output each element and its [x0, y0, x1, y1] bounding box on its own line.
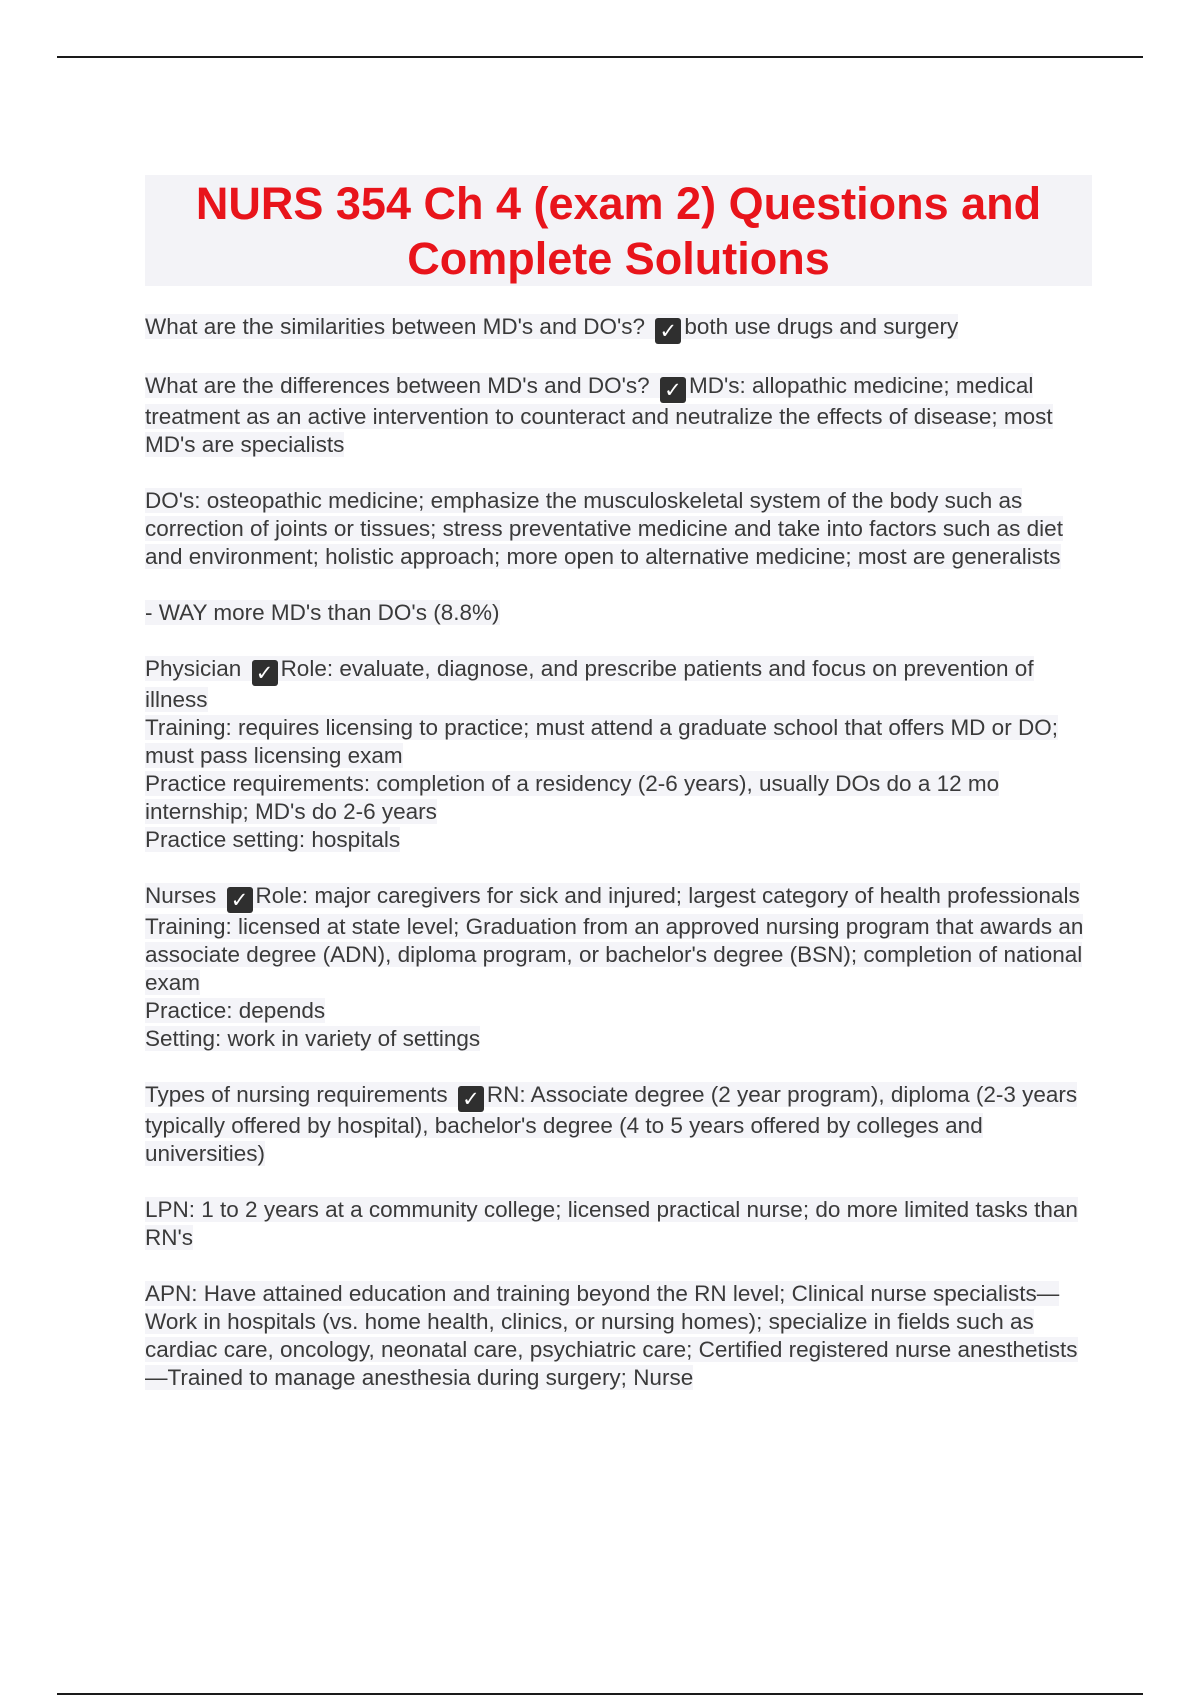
check-box-icon: ✓: [252, 660, 278, 686]
qa-item: [145, 882, 1095, 1053]
answer-paragraph: DO's: osteopathic medicine; emphasize the musculoskeletal system of the body such as correction of joints or tissues; stress preventative medicine and take into factors such as diet and environment; holistic approach; more open to alternative medicine; most are generalists: [145, 488, 1063, 569]
answer-line: Practice: depends: [145, 998, 326, 1023]
answer-text: Role: evaluate, diagnose, and prescribe patients and focus on prevention of illness: [145, 656, 1034, 712]
qa-item: [145, 372, 1095, 627]
answer-text: MD's: allopathic medicine; medical treatment as an active intervention to counteract and neutralize the effects of disease; most MD's are specialists: [145, 373, 1053, 457]
answer-paragraph: APN: Have attained education and training beyond the RN level; Clinical nurse specialists—Work in hospitals (vs. home health, clinics, or nursing homes); specialize in fields such as cardiac care, oncology, neonatal care, psychiatric care; Certified registered nurse anesthetists—Trained to manage anesthesia during surgery; Nurse: [145, 1281, 1078, 1390]
qa-item: [145, 313, 1095, 344]
check-box-icon: ✓: [660, 377, 686, 403]
check-box-icon: ✓: [227, 887, 253, 913]
answer-line: Training: requires licensing to practice; must attend a graduate school that offers MD or DO; must pass licensing exam: [145, 715, 1058, 768]
answer-text: both use drugs and surgery: [684, 314, 959, 339]
qa-content: [145, 313, 1095, 1392]
title-line-2: Complete Solutions: [407, 232, 830, 284]
check-box-icon: ✓: [458, 1086, 484, 1112]
answer-line: Training: licensed at state level; Graduation from an approved nursing program that awards an associate degree (ADN), diploma program, or bachelor's degree (BSN); completion of national exam: [145, 914, 1084, 995]
answer-line: Setting: work in variety of settings: [145, 1026, 481, 1051]
check-box-icon: ✓: [655, 318, 681, 344]
header-rule: [57, 56, 1143, 58]
answer-line: Practice setting: hospitals: [145, 827, 401, 852]
question-text: Types of nursing requirements: [145, 1082, 448, 1107]
document-title: [145, 175, 1092, 286]
qa-item: [145, 655, 1095, 854]
answer-text: RN: Associate degree (2 year program), diploma (2-3 years typically offered by hospital), bachelor's degree (4 to 5 years offered by colleges and universities): [145, 1082, 1078, 1166]
answer-line: Practice requirements: completion of a residency (2-6 years), usually DOs do a 12 mo internship; MD's do 2-6 years: [145, 771, 1000, 824]
footer-rule: [57, 1693, 1143, 1695]
answer-paragraph: LPN: 1 to 2 years at a community college; licensed practical nurse; do more limited tasks than RN's: [145, 1197, 1078, 1250]
title-line-1: NURS 354 Ch 4 (exam 2) Questions and: [195, 177, 1042, 229]
answer-paragraph: - WAY more MD's than DO's (8.8%): [145, 600, 500, 625]
answer-text: Role: major caregivers for sick and injured; largest category of health professionals: [255, 883, 1080, 908]
question-text: What are the similarities between MD's and DO's?: [145, 314, 646, 339]
question-text: What are the differences between MD's and DO's?: [145, 373, 650, 398]
qa-item: [145, 1081, 1095, 1392]
question-text: Nurses: [145, 883, 217, 908]
question-text: Physician: [145, 656, 242, 681]
